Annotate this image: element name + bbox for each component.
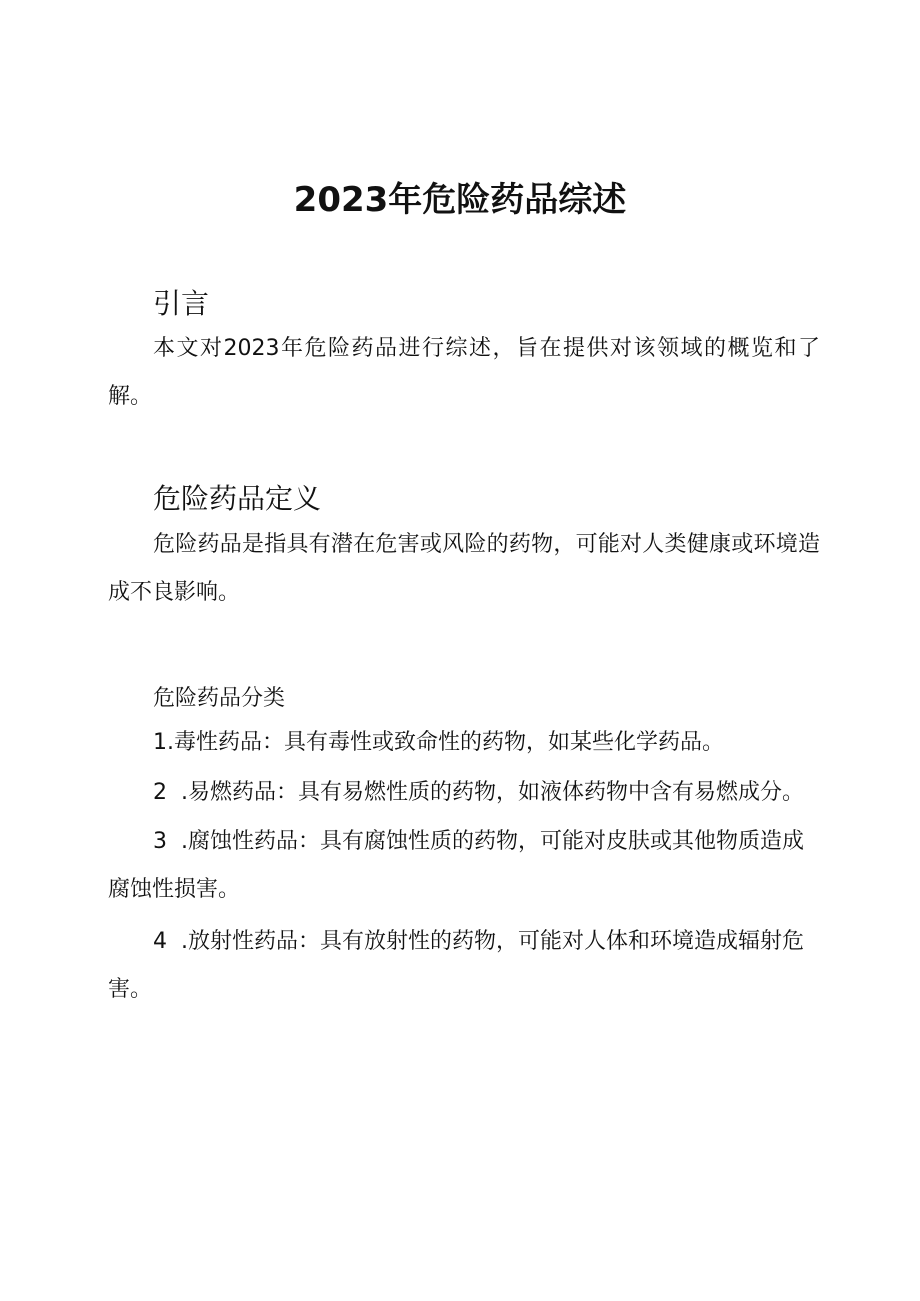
- list-item-number: 1.: [153, 730, 174, 755]
- list-item-number: 4 .: [153, 929, 188, 954]
- list-item-text: 毒性药品：具有毒性或致命性的药物，如某些化学药品。: [174, 730, 725, 755]
- list-item-text: 易燃药品：具有易燃性质的药物，如液体药物中含有易燃成分。: [187, 780, 804, 805]
- section-heading-classification: 危险药品分类: [153, 686, 286, 711]
- list-item: [108, 918, 820, 1014]
- definition-paragraph: 危险药品是指具有潜在危害或风险的药物，可能对人类健康或环境造成不良影响。: [108, 532, 820, 605]
- list-item-number: 3 .: [153, 829, 188, 854]
- intro-paragraph: 本文对2023年危险药品进行综述，旨在提供对该领域的概览和了解。: [108, 336, 820, 409]
- list-item: [108, 818, 820, 914]
- section-heading-intro: 引言: [153, 287, 210, 320]
- list-item-text: 腐蚀性药品：具有腐蚀性质的药物，可能对皮肤或其他物质造成腐蚀性损害。: [108, 829, 804, 902]
- list-item-number: 2 .: [153, 780, 188, 805]
- document-title: 2023年危险药品综述: [293, 180, 627, 220]
- section-heading-definition: 危险药品定义: [153, 482, 322, 515]
- list-item: [108, 719, 820, 767]
- list-item: [108, 769, 820, 817]
- list-item-text: 放射性药品：具有放射性的药物，可能对人体和环境造成辐射危害。: [108, 929, 804, 1002]
